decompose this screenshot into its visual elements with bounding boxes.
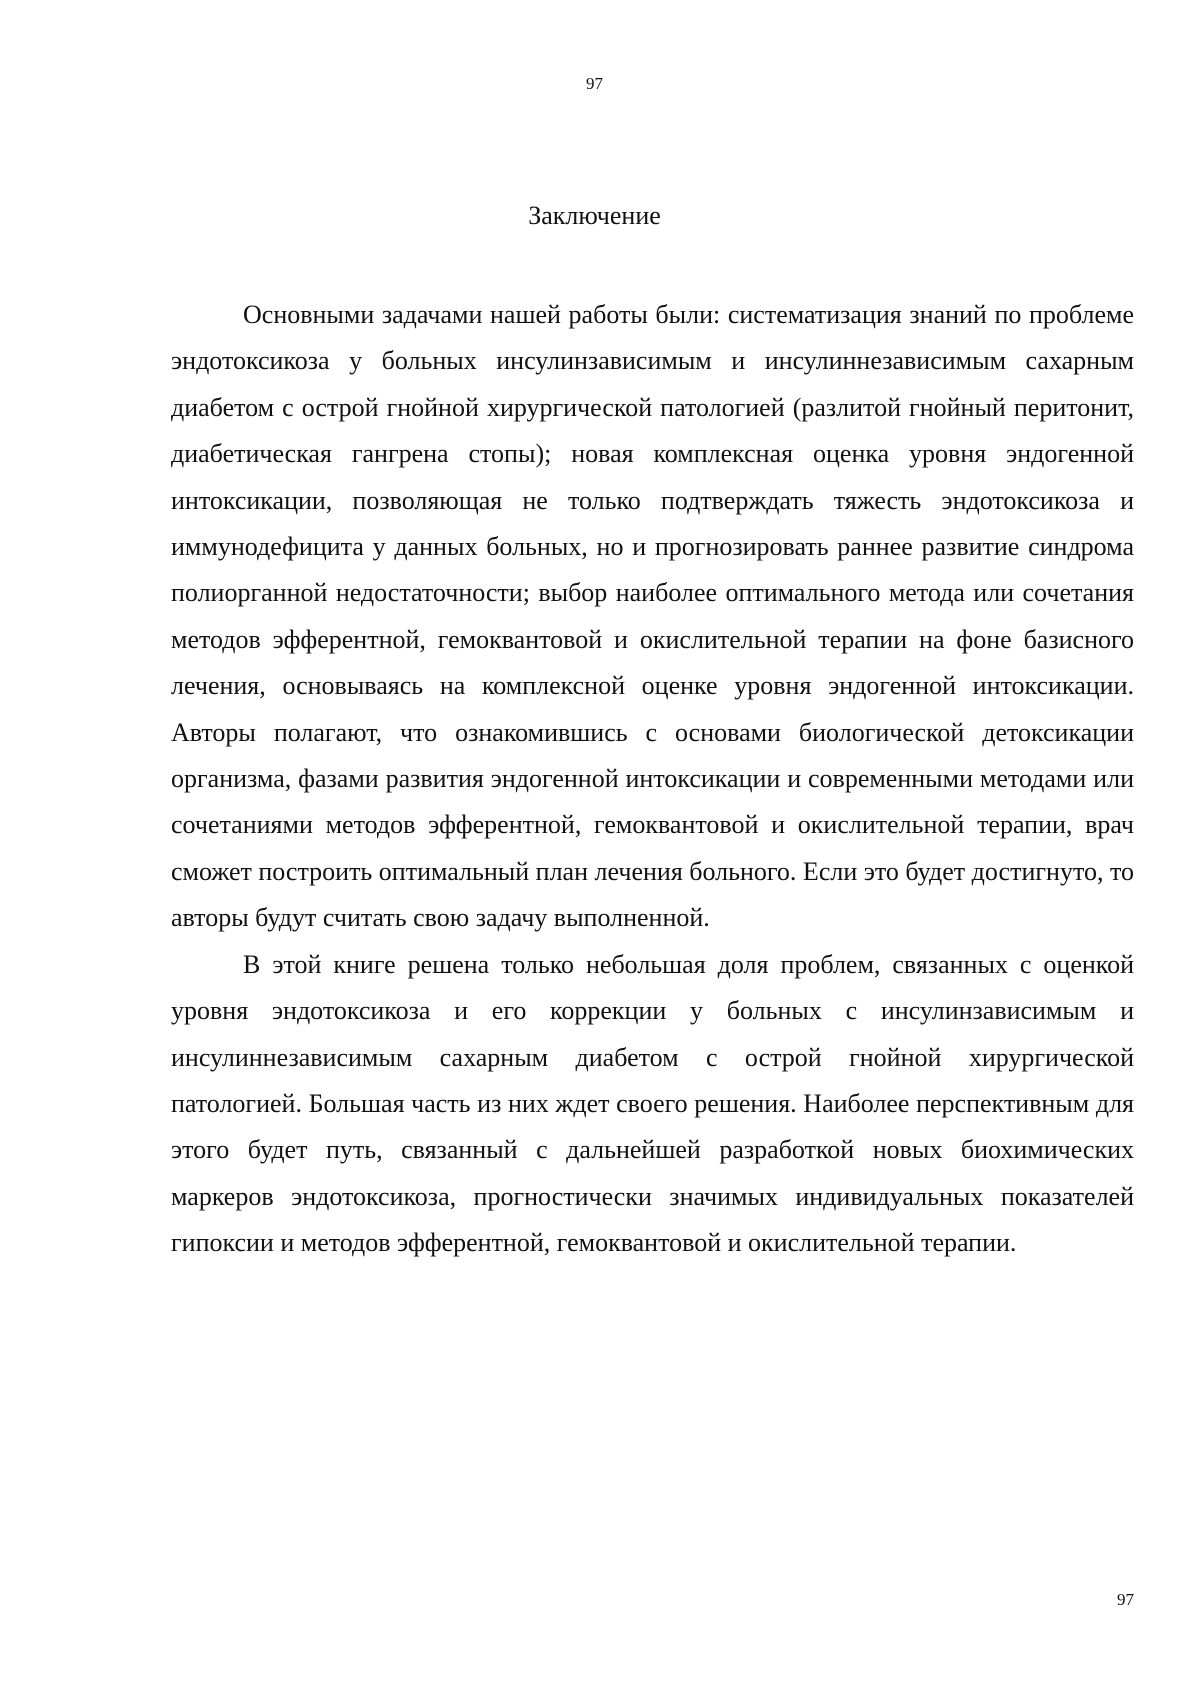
body-text	[171, 292, 1134, 1267]
paragraph-2: В этой книге решена только небольшая доля проблем, связанных с оценкой уровня эндотоксикоза и его коррекции у больных с инсулинзависимым и инсулиннезависимым сахарным диабетом с острой гнойной хирургической патологией. Большая часть из них ждет своего решения. Наиболее перспективным для этого будет путь, связанный с дальнейшей разработкой новых биохимических маркеров эндотоксикоза, прогностически значимых индивидуальных показателей гипоксии и методов эфферентной, гемоквантовой и окислительной терапии.	[171, 949, 1134, 1258]
page-number-bottom: 97	[1117, 1590, 1134, 1609]
paragraph-1: Основными задачами нашей работы были: систематизация знаний по проблеме эндотоксикоза у больных инсулинзависимым и инсулиннезависимым сахарным диабетом с острой гнойной хирургической патологией (разлитой гнойный перитонит, диабетическая гангрена стопы); новая комплексная оценка уровня эндогенной интоксикации, позволяющая не только подтверждать тяжесть эндотоксикоза и иммунодефицита у данных больных, но и прогнозировать раннее развитие синдрома полиорганной недостаточности; выбор наиболее оптимального метода или сочетания методов эфферентной, гемоквантовой и окислительной терапии на фоне базисного лечения, основываясь на комплексной оценке уровня эндогенной интоксикации. Авторы полагают, что ознакомившись с основами биологической детоксикации организма, фазами развития эндогенной интоксикации и современными методами или сочетаниями методов эфферентной, гемоквантовой и окислительной терапии, врач сможет построить оптимальный план лечения больного. Если это будет достигнуто, то авторы будут считать свою задачу выполненной.	[171, 300, 1134, 933]
page-number-top: 97	[586, 74, 603, 93]
page-title: Заключение	[528, 201, 661, 230]
